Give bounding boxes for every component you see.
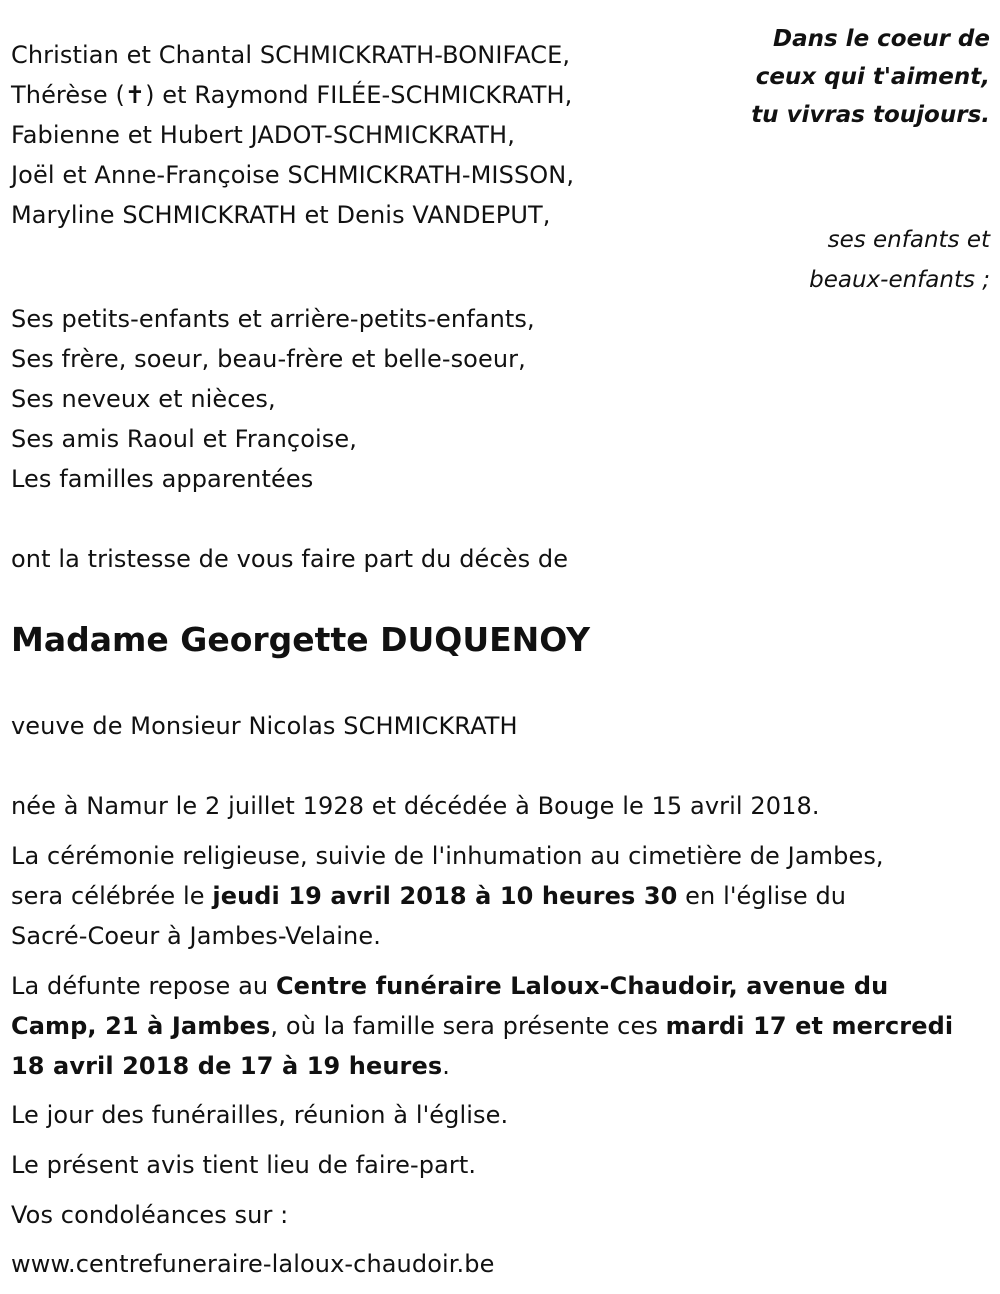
- relation-line: beaux-enfants ;: [809, 267, 990, 293]
- family-line: Joël et Anne-Françoise SCHMICKRATH-MISSON,: [11, 161, 575, 189]
- ceremony-datetime: jeudi 19 avril 2018 à 10 heures 30: [212, 882, 678, 910]
- ceremony-line: La cérémonie religieuse, suivie de l'inhumation au cimetière de Jambes,: [11, 842, 884, 870]
- birth-death-text: née à Namur le 2 juillet 1928 et décédée à Bouge le 15 avril 2018.: [11, 792, 820, 820]
- relative-line: Ses petits-enfants et arrière-petits-enfants,: [11, 305, 535, 333]
- children-relation: [809, 220, 990, 300]
- repose-text: , où la famille sera présente ces: [270, 1012, 666, 1040]
- notice-text: Le présent avis tient lieu de faire-part.: [11, 1151, 477, 1179]
- relation-line: ses enfants et: [827, 227, 990, 253]
- relative-line: Les familles apparentées: [11, 465, 314, 493]
- epitaph-line: tu vivras toujours.: [751, 102, 990, 128]
- ceremony-text: sera célébrée le: [11, 882, 213, 910]
- condolences-website-link[interactable]: www.centrefuneraire-laloux-chaudoir.be: [11, 1250, 495, 1278]
- repose-line: [11, 966, 888, 1006]
- announcement-text: ont la tristesse de vous faire part du décès de: [11, 545, 569, 573]
- repose-location: Camp, 21 à Jambes: [11, 1012, 271, 1040]
- funeral-day-text: Le jour des funérailles, réunion à l'église.: [11, 1101, 509, 1129]
- ceremony-line: [11, 876, 846, 916]
- family-line: Thérèse (✝) et Raymond FILÉE-SCHMICKRATH,: [11, 81, 573, 109]
- family-line: Christian et Chantal SCHMICKRATH-BONIFACE,: [11, 41, 571, 69]
- epitaph-line: Dans le coeur de: [773, 26, 990, 52]
- condolences-label: Vos condoléances sur :: [11, 1201, 289, 1229]
- epitaph-line: ceux qui t'aiment,: [755, 64, 990, 90]
- relative-line: Ses neveux et nièces,: [11, 385, 276, 413]
- repose-location: Centre funéraire Laloux-Chaudoir, avenue du: [275, 972, 889, 1000]
- family-line: Maryline SCHMICKRATH et Denis VANDEPUT,: [11, 201, 551, 229]
- repose-text: La défunte repose au: [11, 972, 276, 1000]
- widow-of-text: veuve de Monsieur Nicolas SCHMICKRATH: [11, 712, 518, 740]
- ceremony-text: en l'église du: [677, 882, 847, 910]
- repose-text: .: [442, 1052, 450, 1080]
- repose-dates: mardi 17 et mercredi: [665, 1012, 954, 1040]
- repose-line: [11, 1046, 450, 1086]
- relative-line: Ses frère, soeur, beau-frère et belle-soeur,: [11, 345, 526, 373]
- epitaph-quote: [751, 20, 990, 134]
- repose-dates: 18 avril 2018 de 17 à 19 heures: [11, 1052, 443, 1080]
- ceremony-line: Sacré-Coeur à Jambes-Velaine.: [11, 922, 381, 950]
- repose-line: [11, 1006, 953, 1046]
- relative-line: Ses amis Raoul et Françoise,: [11, 425, 357, 453]
- family-line: Fabienne et Hubert JADOT-SCHMICKRATH,: [11, 121, 515, 149]
- deceased-name: Madame Georgette DUQUENOY: [11, 620, 591, 659]
